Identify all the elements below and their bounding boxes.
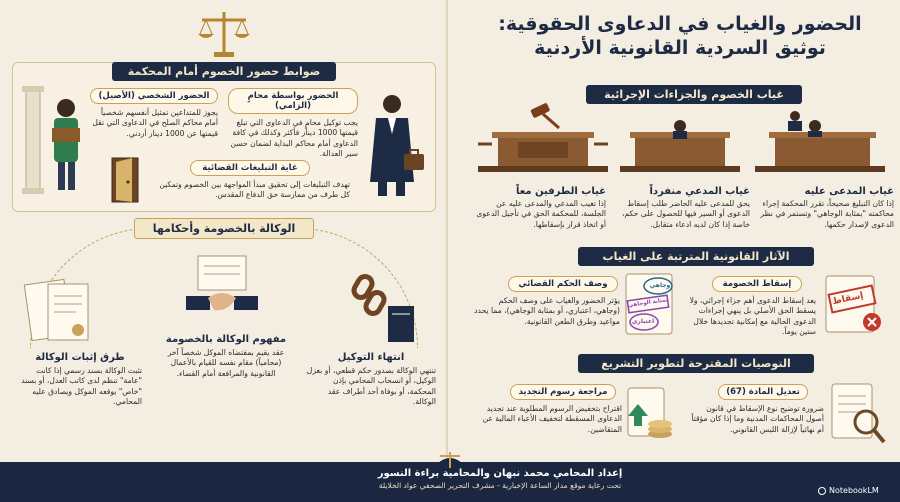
proof-text: تثبت الوكالة بسند رسمي إذا كانت "عامة" تنظم لدى كاتب العدل، أو بسند "خاص" يوقعه الموكل ويصادق عليه المحامي. xyxy=(21,366,142,406)
dismissal-stamp-text: إسقاط xyxy=(831,290,865,308)
dismissal-text: يعد إسقاط الدعوى أهم جزاء إجرائي، ولا يسقط الحق الأصلي بل ينهي إجراءات الدعوى الحالية مع إمكانية تجديدها خلال ستين يوماً. xyxy=(689,296,816,336)
brand-name: NotebookLM xyxy=(829,486,879,495)
proof-title: طرق إثبات الوكالة xyxy=(35,352,125,363)
footer-sponsor: تحت رعاية موقع مدار الساعة الإخبارية - مشرف التحرير الصحفي عواد الخلايلة xyxy=(378,481,622,490)
court-door-icon xyxy=(108,156,144,206)
main-title xyxy=(470,12,890,60)
description-text: يؤثر الحضور والغياب على وصف الحكم (وجاهي، اعتباري، أو بمثابة الوجاهي)، مما يحدد مواعيد وطرق الطعن القانونية. xyxy=(474,296,620,326)
article-text: ضرورة توضيح نوع الإسقاط في قانون أصول المحاكمات المدنية وما إذا كان مؤقتاً أم نهائياً لإزالة اللبس القانوني. xyxy=(691,404,824,434)
lawyer-title: الحضور بواسطة محامٍ (الزامي) xyxy=(228,88,358,114)
title-line-2: توثيق السردية القانونية الأردنية xyxy=(534,37,826,59)
absence-both-text: إذا تغيب المدعي والمدعى عليه عن الجلسة، للمحكمة الحق في تأجيل الدعوى أو اتخاذ قرار بإسقاطها. xyxy=(476,199,606,229)
recommend-banner: التوصيات المقترحة لتطوير التشريع xyxy=(578,354,814,373)
description-title: وصف الحكم القضائي xyxy=(508,276,618,292)
agency-banner: الوكالة بالخصومة وأحكامها xyxy=(134,218,314,239)
personal-text: يجوز للمتداعين تمثيل أنفسهم شخصياً أمام محاكم الصلح في الدعاوى التي تقل قيمتها عن 1000 دينار أردني. xyxy=(92,108,218,138)
courtroom-illustrations xyxy=(470,108,890,178)
concept-title: مفهوم الوكالة بالخصومة xyxy=(165,334,287,345)
absence-plaintiff-text: يحق للمدعى عليه الحاضر طلب إسقاط الدعوى أو السير فيها للحصول على حكم، خاصة إذا كان لديه ادعاء متقابل. xyxy=(621,199,750,229)
absence-defendant-text: إذا كان التبليغ صحيحاً، تقرر المحكمة إجراء محاكمته "بمثابة الوجاهي" وتستمر في نظر الدعوى لإصدار حكمها. xyxy=(760,199,894,229)
lawyer-presence-block xyxy=(228,88,358,159)
absence-plaintiff-title: غياب المدعي منفرداً xyxy=(649,186,750,197)
magnifier-document-icon xyxy=(826,380,890,448)
notifications-title: غاية التبليغات القضائية xyxy=(190,160,310,176)
scales-of-justice-icon xyxy=(196,8,252,58)
title-line-1: الحضور والغياب في الدعاوى الحقوقية: xyxy=(498,13,862,35)
notifications-block xyxy=(150,160,350,201)
courtroom-plaintiff-icon xyxy=(620,114,740,174)
footer-brand xyxy=(818,486,879,495)
personal-presence-block xyxy=(90,88,218,139)
column-divider xyxy=(446,0,448,460)
notifications-text: تهدف التبليغات إلى تحقيق مبدأ المواجهة بين الخصوم وتمكين كل طرف من ممارسة حق الدفاع المقدس. xyxy=(159,180,350,200)
absence-defendant-title: غياب المدعى عليه xyxy=(804,186,894,197)
end-title: انتهاء التوكيل xyxy=(337,352,405,363)
courtroom-defendant-icon xyxy=(755,108,885,174)
personal-title: الحضور الشخصي (الأصيل) xyxy=(90,88,218,104)
notebooklm-logo-icon xyxy=(818,487,826,495)
coins-fees-icon xyxy=(620,382,680,446)
stamp-wajahi: وجاهي xyxy=(649,282,671,289)
fees-title: مراجعة رسوم التجديد xyxy=(510,384,616,400)
article-title: تعديل المادة (67) xyxy=(718,384,808,400)
gavel-icon xyxy=(525,102,565,132)
effects-banner: الآثار القانونية المترتبة على الغياب xyxy=(578,247,814,266)
lawyer-with-briefcase-icon xyxy=(360,90,430,200)
certificates-icon xyxy=(22,276,98,348)
lawyer-text: يجب توكيل محامٍ في الدعاوى التي تبلغ قيمتها 1000 دينار فأكثر وكذلك في كافة الدعاوى أمام محاكم البداية لضمان حسن سير العدالة. xyxy=(230,118,358,158)
stamp-bimathabat: بمثابة الوجاهي xyxy=(627,297,669,309)
fees-text: اقتراح بتخفيض الرسوم المطلوبة عند تجديد الدعاوى المسقطة لتخفيف الأعباء المالية عن المتقاضين. xyxy=(482,404,622,434)
concept-text: عقد يقيم بمقتضاه الموكل شخصاً آخر (محامياً) مقام نفسه للقيام بالأعمال القانونية والمرافعة أمام القضاء. xyxy=(167,348,285,378)
proof-block xyxy=(18,352,142,407)
stamp-itibari: اعتباري xyxy=(631,318,655,325)
absence-plaintiff-card xyxy=(612,186,750,230)
court-banner: ضوابط حضور الخصوم أمام المحكمة xyxy=(112,62,336,81)
absence-both-title: غياب الطرفين معاً xyxy=(515,186,606,197)
handshake-icon xyxy=(184,252,260,328)
broken-chain-icon xyxy=(342,270,422,350)
absence-both-card xyxy=(470,186,606,230)
absence-defendant-card xyxy=(756,186,894,230)
absence-banner: غياب الخصوم والجزاءات الإجرائية xyxy=(586,85,802,104)
concept-block xyxy=(164,334,288,379)
reader-at-pillar-icon xyxy=(22,86,90,196)
footer-credits xyxy=(300,468,700,490)
dismissal-title: إسقاط الخصومة xyxy=(712,276,802,292)
end-block xyxy=(306,352,436,407)
footer-authors: إعداد المحامي محمد نبهان والمحامية براءة النسور xyxy=(377,468,623,479)
end-text: تنتهي الوكالة بصدور حكم قطعي، أو بعزل الوكيل، أو انسحاب المحامي بإذن المحكمة، أو بوفاة أحد أطراف عقد الوكالة. xyxy=(306,366,436,406)
